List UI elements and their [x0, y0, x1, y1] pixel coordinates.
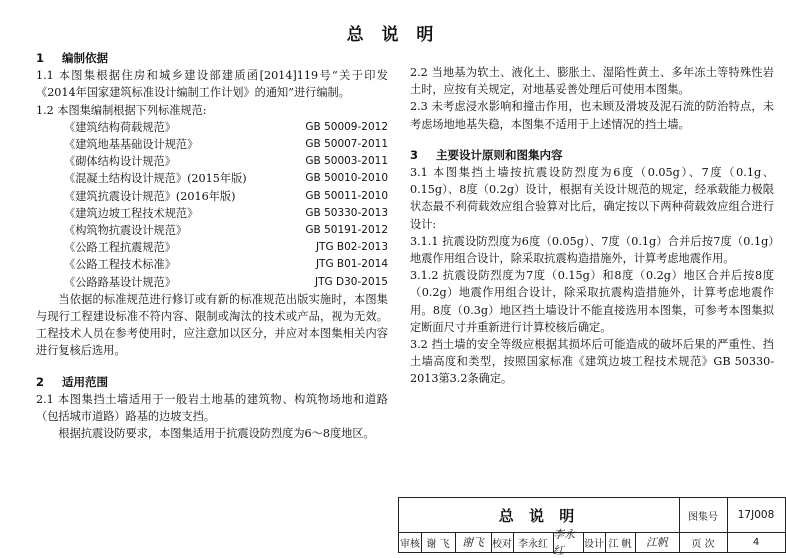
section-heading-2: 2 适用范围 — [36, 374, 108, 389]
paragraph-2-1: 2.1 本图集挡土墙适用于一般岩土地基的建筑物、构筑物场地和道路（包括城市道路）路基的边坡支挡。 — [36, 392, 388, 424]
design-name: 江 帆 — [605, 532, 636, 553]
atlas-label: 图集号 — [679, 498, 728, 533]
paragraph-2-1b: 根据抗震设防要求，本图集适用于抗震设防烈度为6～8度地区。 — [58, 427, 375, 441]
standard-row: 《公路工程技术标准》 JTG B01-2014 — [64, 258, 388, 272]
check-name: 李永红 — [513, 532, 554, 553]
title-block — [398, 497, 786, 557]
review-signature: 谢飞 — [455, 532, 492, 553]
left-column — [36, 44, 388, 442]
section-heading-3: 3 主要设计原则和图集内容 — [410, 147, 563, 162]
paragraph-2-2: 2.2 当地基为软土、液化土、膨胀土、湿陷性黄土、多年冻土等特殊性岩土时，应按有关规定，对地基妥善处理后可使用本图集。 — [410, 66, 774, 97]
paragraph-3-1-1: 3.1.1 抗震设防烈度为6度（0.05g）、7度（0.1g）合并后按7度（0.1g）地震作用组合设计，除采取抗震构造措施外，计算考虑地震作用。 — [410, 234, 774, 266]
standard-row: 《砌体结构设计规范》 GB 50003-2011 — [64, 155, 388, 169]
section-heading-1: 1 编制依据 — [36, 51, 108, 65]
design-label: 设计 — [583, 532, 606, 553]
standard-row: 《建筑地基基础设计规范》 GB 50007-2011 — [64, 138, 388, 152]
right-column — [410, 44, 774, 388]
standard-row: 《公路工程抗震规范》 JTG B02-2013 — [64, 241, 388, 255]
standard-row: 《建筑边坡工程技术规范》 GB 50330-2013 — [64, 206, 388, 220]
atlas-number: 17J008 — [727, 498, 786, 533]
standard-row: 《混凝土结构设计规范》(2015年版) GB 50010-2010 — [64, 172, 388, 186]
standard-row: 《公路路基设计规范》 JTG D30-2015 — [64, 275, 388, 289]
check-label: 校对 — [491, 532, 514, 553]
paragraph-1-1: 1.1 本图集根据住房和城乡建设部建质函[2014]119号“关于印发《2014年国家建筑标准设计编制工作计划》的通知”进行编制。 — [36, 69, 388, 100]
design-signature: 江帆 — [635, 532, 680, 553]
standards-list — [36, 119, 388, 291]
review-label: 审核 — [399, 532, 422, 553]
paragraph-3-1-2: 3.1.2 抗震设防烈度为7度（0.15g）和8度（0.2g）地区合并后按8度（0.2g）地震作用组合设计，除采取抗震构造措施外，计算考虑地震作用。8度（0.3g）地区挡土墙设计不能直接选用本图集，可参考本图集拟定断面尺寸并重新进行计算校核后确定。 — [410, 269, 774, 334]
standard-row: 《建筑结构荷载规范》 GB 50009-2012 — [64, 120, 388, 134]
page-label: 页 次 — [679, 532, 728, 553]
page-number: 4 — [727, 532, 786, 553]
check-signature: 李永红 — [553, 532, 584, 553]
review-name: 谢 飞 — [421, 532, 456, 553]
paragraph-1-2: 1.2 本图集编制根据下列标准规范: — [36, 103, 207, 117]
paragraph-2-3: 2.3 未考虑浸水影响和撞击作用，也未顾及滑坡及泥石流的防治特点，未考虑场地地基失稳，本图集不适用于上述情况的挡土墙。 — [410, 100, 774, 131]
standard-row: 《建筑抗震设计规范》(2016年版) GB 50011-2010 — [64, 189, 388, 203]
paragraph-3-2: 3.2 挡土墙的安全等级应根据其损坏后可能造成的破坏后果的严重性、挡土墙高度和类型，按照国家标准《建筑边坡工程技术规范》GB 50330-2013第3.2条确定。 — [410, 338, 774, 386]
paragraph-1-3: 当依据的标准规范进行修订或有新的标准规范出版实施时，本图集与现行工程建设标准不符内容、限制或淘汰的技术或产品，视为无效。工程技术人员在参考使用时，应注意加以区分，并应对本图集相关内容进行复核后选用。 — [36, 292, 388, 358]
title-block-title: 总 说 明 — [399, 498, 680, 533]
paragraph-3-1: 3.1 本图集挡土墙按抗震设防烈度为6度（0.05g）、7度（0.1g、0.15g）、8度（0.2g）设计，根据有关设计规范的规定，经承载能力极限状态最不利荷载效应组合验算对比后，确定按以下两种荷载效应组合进行设计: — [410, 166, 774, 231]
page-title: 总 说 明 — [346, 25, 440, 45]
standard-row: 《构筑物抗震设计规范》 GB 50191-2012 — [64, 224, 388, 238]
